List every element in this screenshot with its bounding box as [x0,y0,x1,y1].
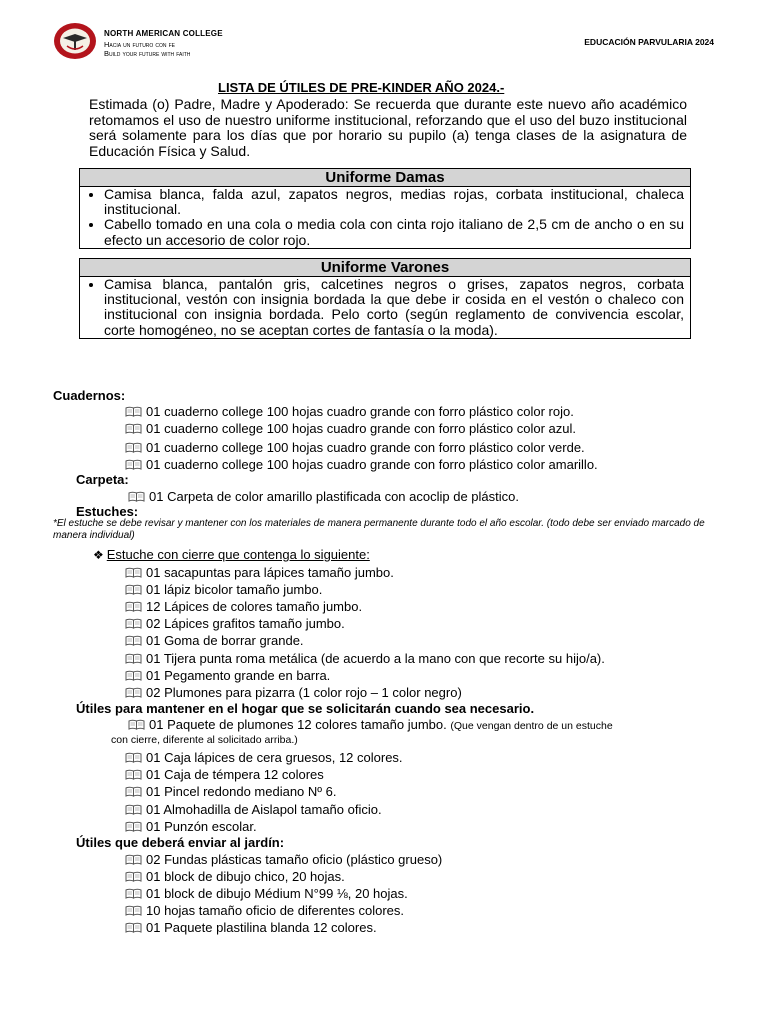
book-icon [125,406,142,417]
uniforme-damas-box [79,168,691,249]
list-item: • Cabello tomado en una cola o media cola con cinta rojo italiano de 2,5 cm de ancho o en su efecto un accesorio de color rojo. [104,217,690,247]
book-icon [125,618,142,629]
book-icon [125,635,142,646]
book-icon [125,670,142,681]
book-icon [125,854,142,865]
book-icon [125,423,142,434]
uniforme-varones-heading: Uniforme Varones [80,259,690,277]
intro-paragraph: Estimada (o) Padre, Madre y Apoderado: Se recuerda que durante este nuevo año académico retomamos el uso de nuestro uniforme institucional, reforzando que el uso del buzo institucional será solamente para los días que por horario su pupilo (a) tenga clases de la asignatura de Educación Física y Salud. [89,96,687,159]
uniforme-varones-list [80,277,690,338]
list-item: 12 Lápices de colores tamaño jumbo. [125,599,362,614]
book-icon [125,459,142,470]
estuche-subheading: ❖ Estuche con cierre que contenga lo siguiente: [93,547,370,562]
list-item: 10 hojas tamaño oficio de diferentes colores. [125,903,404,918]
list-item: 02 Lápices grafitos tamaño jumbo. [125,616,345,631]
list-item: 01 lápiz bicolor tamaño jumbo. [125,582,322,597]
list-item: 01 Pincel redondo mediano Nº 6. [125,784,336,799]
estuches-heading: Estuches: [76,504,139,519]
list-item: 01 Goma de borrar grande. [125,633,304,648]
carpeta-heading: Carpeta: [76,472,129,487]
list-item: 01 Caja lápices de cera gruesos, 12 colores. [125,750,403,765]
book-icon [125,769,142,780]
list-item: 01 Almohadilla de Aislapol tamaño oficio. [125,802,382,817]
book-icon [125,601,142,612]
list-item: 01 sacapuntas para lápices tamaño jumbo. [125,565,394,580]
book-icon [125,786,142,797]
uniforme-varones-box [79,258,691,339]
book-icon [125,888,142,899]
list-item: 01 Caja de témpera 12 colores [125,767,324,782]
list-item: 01 cuaderno college 100 hojas cuadro grande con forro plástico color rojo. [125,404,574,419]
list-item: 01 cuaderno college 100 hojas cuadro grande con forro plástico color amarillo. [125,457,598,472]
book-icon [125,442,142,453]
book-icon [125,653,142,664]
college-motto-en: Build your future with faith [104,49,191,58]
document-title: LISTA DE ÚTILES DE PRE-KINDER AÑO 2024.- [218,80,505,95]
college-name: NORTH AMERICAN COLLEGE [104,29,223,38]
book-icon [125,905,142,916]
list-item: 01 block de dibujo Médium N°99 ⅛, 20 hojas. [125,886,408,901]
college-logo [53,22,97,60]
hogar-first-item-note: con cierre, diferente al solicitado arriba.) [111,734,298,746]
jardin-heading: Útiles que deberá enviar al jardín: [76,835,285,850]
list-item: 01 Carpeta de color amarillo plastificada con acoclip de plástico. [128,489,519,504]
diamond-bullet-icon: ❖ [93,548,104,562]
estuches-note: *El estuche se debe revisar y mantener con los materiales de manera permanente durante todo el año escolar. (todo debe ser enviado marcado de manera individual) [53,518,705,541]
book-icon [125,804,142,815]
list-item: 01 Paquete plastilina blanda 12 colores. [125,920,377,935]
uniforme-damas-heading: Uniforme Damas [80,169,690,187]
book-icon [128,719,145,730]
book-icon [125,871,142,882]
list-item: 02 Plumones para pizarra (1 color rojo – 1 color negro) [125,685,462,700]
book-icon [125,922,142,933]
college-motto-es: Hacia un futuro con fe [104,40,175,49]
book-icon [128,491,145,502]
book-icon [125,687,142,698]
uniforme-damas-list [80,187,690,248]
book-icon [125,584,142,595]
list-item: 01 cuaderno college 100 hojas cuadro grande con forro plástico color verde. [125,440,585,455]
list-item: 01 block de dibujo chico, 20 hojas. [125,869,345,884]
list-item: 01 Punzón escolar. [125,819,257,834]
list-item: 01 cuaderno college 100 hojas cuadro grande con forro plástico color azul. [125,421,576,436]
list-item: 01 Pegamento grande en barra. [125,668,330,683]
book-icon [125,752,142,763]
cuadernos-heading: Cuadernos: [53,388,126,403]
education-level: EDUCACIÓN PARVULARIA 2024 [584,37,714,47]
list-item: 01 Tijera punta roma metálica (de acuerdo a la mano con que recorte su hijo/a). [125,651,605,666]
list-item: 02 Fundas plásticas tamaño oficio (plástico grueso) [125,852,442,867]
list-item: • Camisa blanca, pantalón gris, calcetines negros o grises, zapatos negros, corbata institucional, vestón con insignia bordada la que debe ir cosida en el vestón o chaleco con institucional con insignia bordada. Pelo corto (según reglamento de convivencia escolar, corte homogéneo, no se aceptan cortes de fantasía o la moda). [104,277,690,338]
book-icon [125,567,142,578]
list-item: • Camisa blanca, falda azul, zapatos negros, medias rojas, corbata institucional, chaleca institucional. [104,187,690,217]
hogar-heading: Útiles para mantener en el hogar que se solicitarán cuando sea necesario. [76,701,535,716]
book-icon [125,821,142,832]
list-item: 01 Paquete de plumones 12 colores tamaño jumbo. (Que vengan dentro de un estuche [128,717,613,732]
